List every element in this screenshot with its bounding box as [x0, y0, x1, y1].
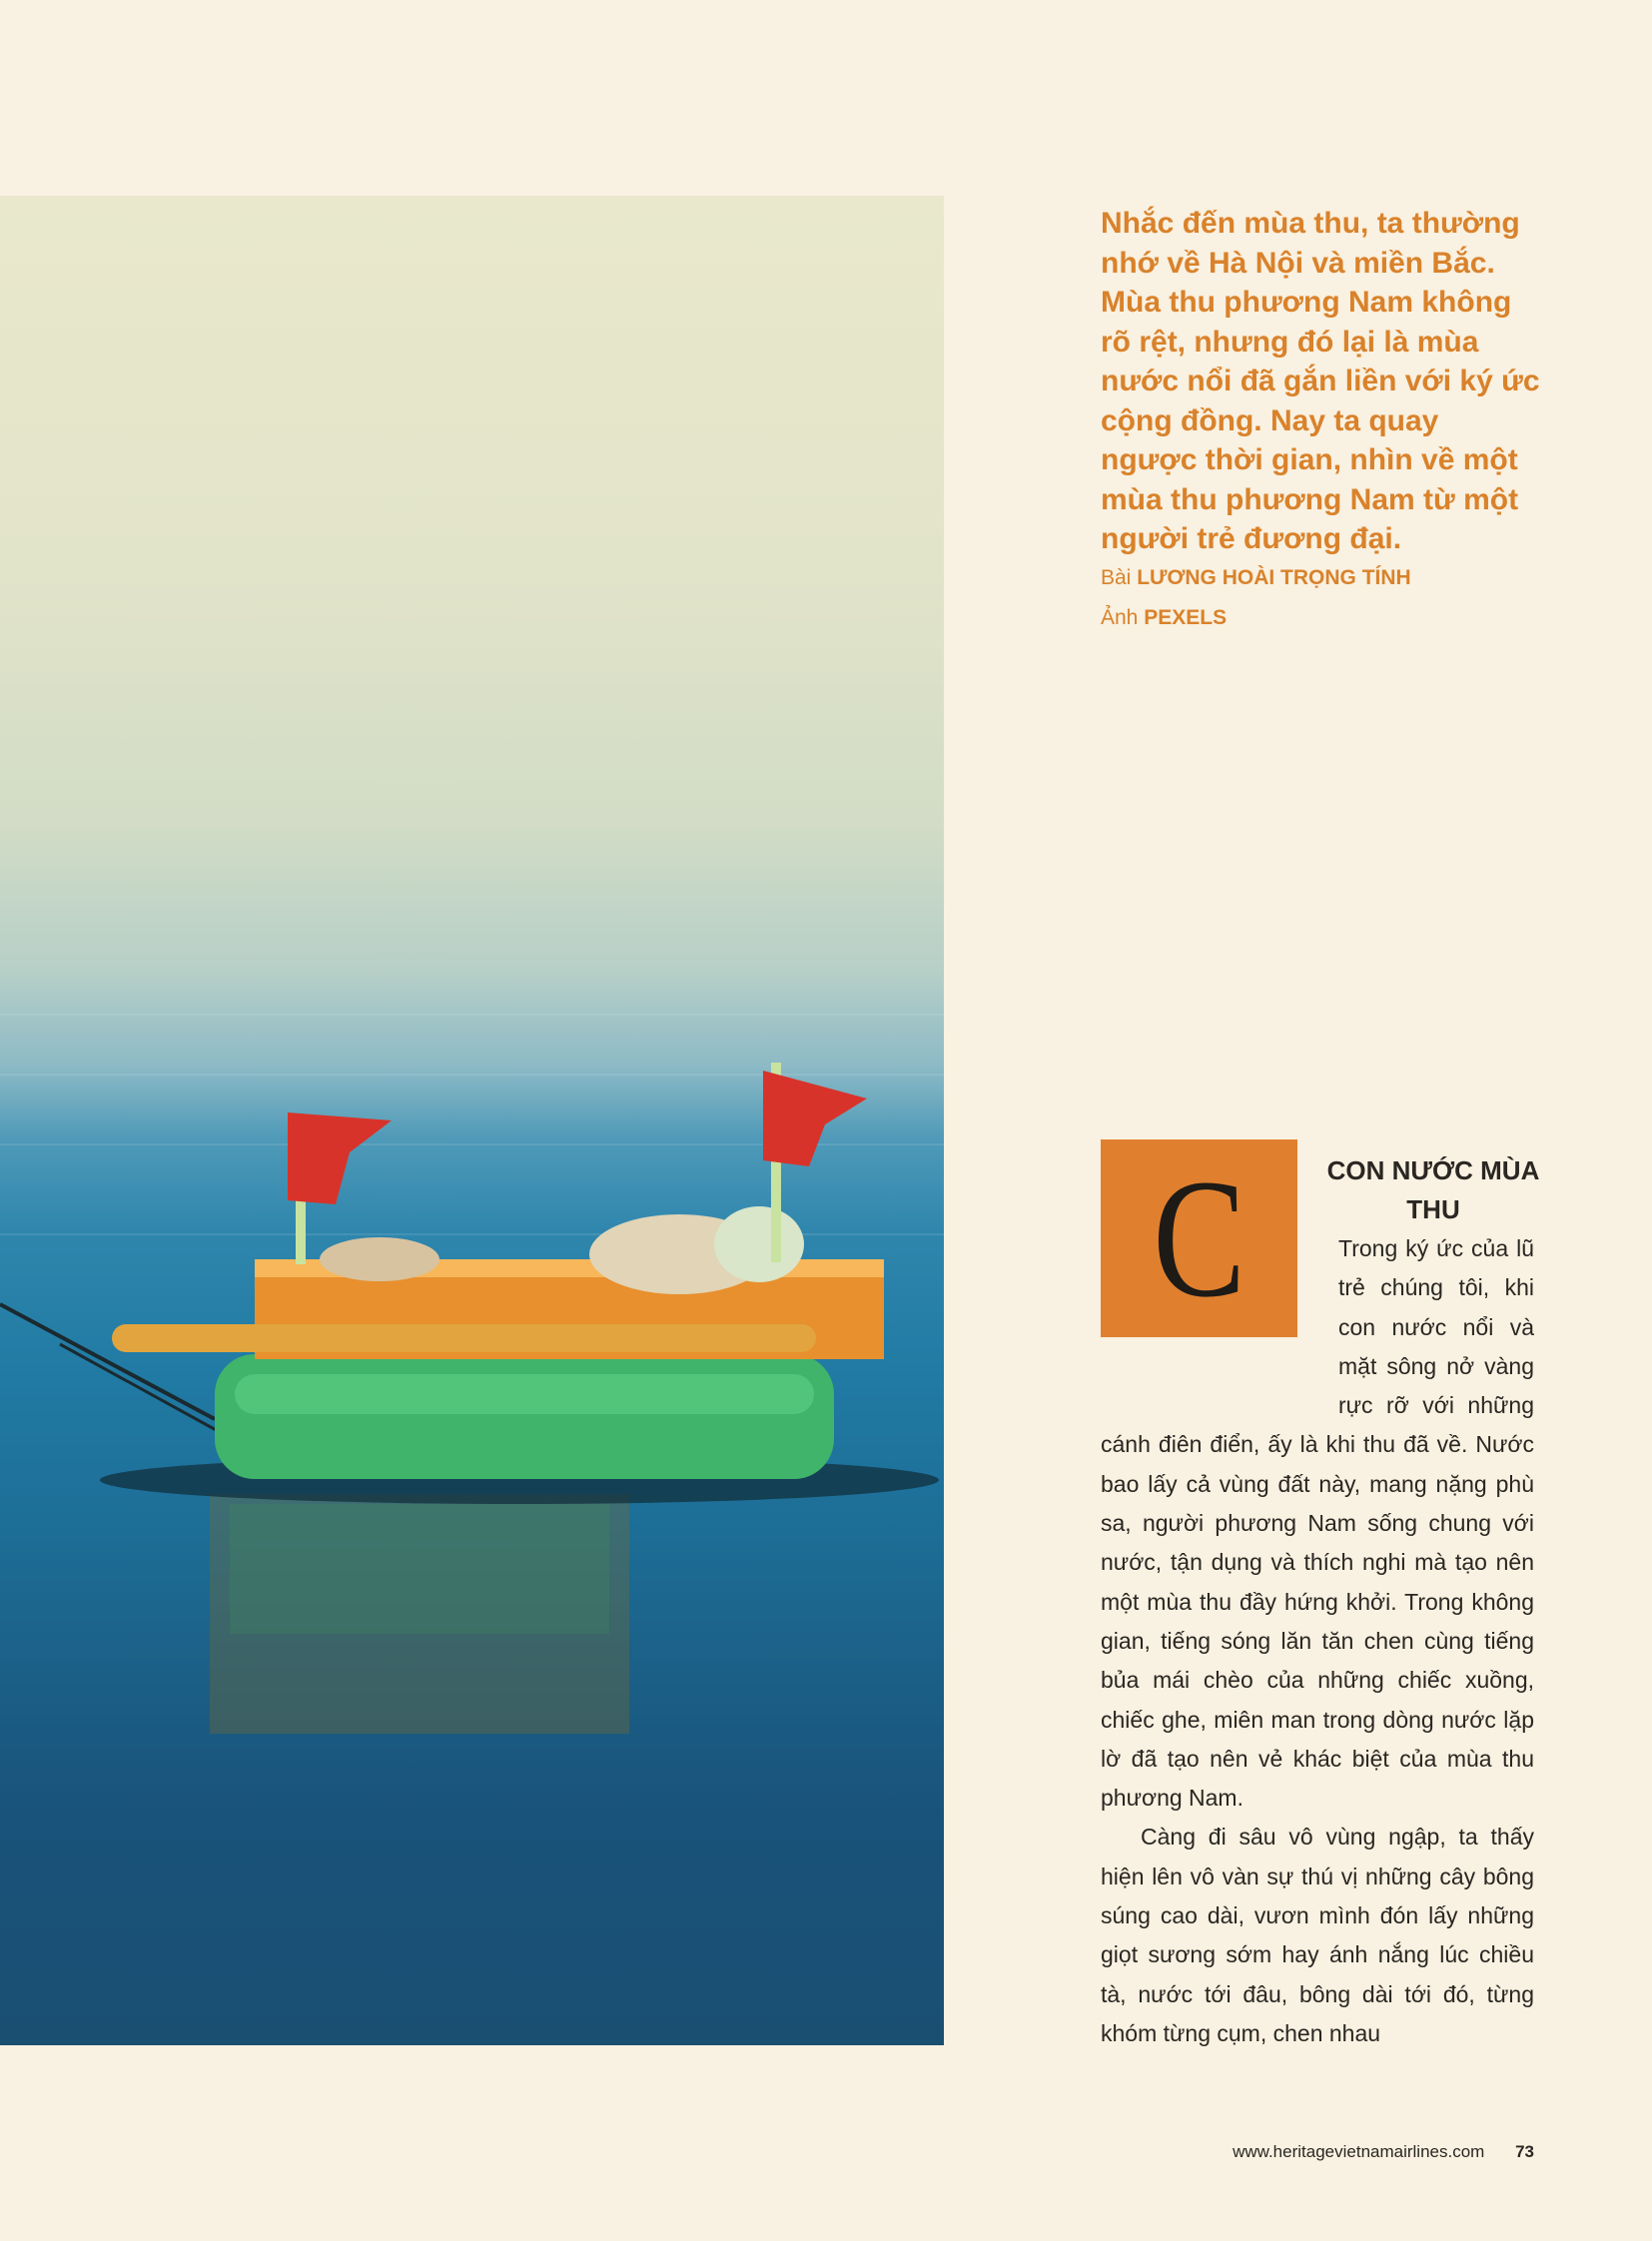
drop-cap-letter: C — [1153, 1144, 1245, 1332]
page-footer — [1233, 2142, 1534, 2162]
boat-illustration — [0, 196, 944, 2045]
section-title: CON NƯỚC MÙA THU — [1326, 1155, 1540, 1224]
author-credit — [1101, 566, 1411, 590]
author-name: LƯƠNG HOÀI TRỌNG TÍNH — [1137, 566, 1411, 589]
website-link[interactable]: www.heritagevietnamairlines.com — [1233, 2142, 1485, 2161]
page-number: 73 — [1515, 2142, 1534, 2161]
boat-photo — [0, 196, 944, 2045]
article-body — [1101, 1229, 1534, 2053]
intro-lead: Nhắc đến mùa thu, ta thường nhớ về Hà Nội và miền Bắc. Mùa thu phương Nam không rõ rệt, nhưng đó lại là mùa nước nổi đã gắn liền với ký ức cộng đồng. Nay ta quay ngược thời gian, nhìn về một mùa thu phương Nam từ một người trẻ đương đại. — [1101, 207, 1540, 555]
photo-source: PEXELS — [1144, 606, 1228, 629]
author-prefix: Bài — [1101, 566, 1132, 589]
paragraph-1: Trong ký ức của lũ trẻ chúng tôi, khi con nước nổi và mặt sông nở vàng rực rỡ với những cánh điên điển, ấy là khi thu đã về. Nước bao lấy cả vùng đất này, mang nặng phù sa, người phương Nam sống chung với nước, tận dụng và thích nghi mà tạo nên một mùa thu đầy hứng khởi. Trong không gian, tiếng sóng lăn tăn chen cùng tiếng bủa mái chèo của những chiếc xuồng, chiếc ghe, miên man trong dòng nước lặp lờ đã tạo nên vẻ khác biệt của mùa thu phương Nam. — [1101, 1235, 1534, 1812]
paragraph-2: Càng đi sâu vô vùng ngập, ta thấy hiện lên vô vàn sự thú vị những cây bông súng cao dài, vươn mình đón lấy những giọt sương sớm hay ánh nắng lúc chiều tà, nước tới đâu, bông dài tới đó, từng khóm từng cụm, chen nhau — [1101, 1824, 1534, 2046]
photo-prefix: Ảnh — [1101, 606, 1139, 629]
photo-credit — [1101, 606, 1227, 630]
